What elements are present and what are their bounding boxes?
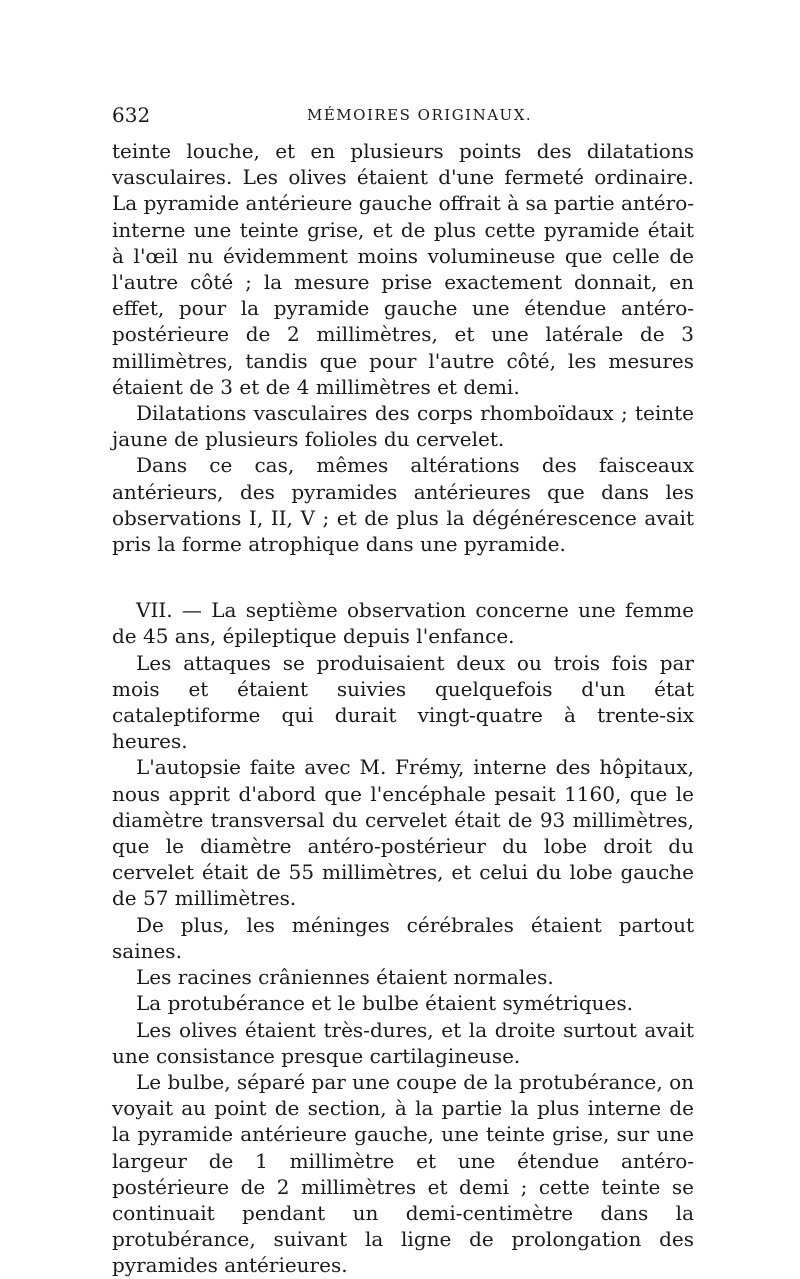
paragraph-attacks: Les attaques se produisaient deux ou trois fois par mois et étaient suivies quelquefois d'un état cataleptiforme qui durait vingt-quatre à trente-six heures.: [112, 650, 694, 754]
paragraph-cranial-roots: Les racines crâniennes étaient normales.: [136, 965, 554, 990]
paragraph-autopsy: L'autopsie faite avec M. Frémy, interne des hôpitaux, nous apprit d'abord que l'encéphale pesait 1160, que le diamètre transversal du cervelet était de 93 millimètres, que le diamètre antéro-postérieur du lobe droit du cervelet était de 55 millimètres, et celui du lobe gauche de 57 millimètres.: [112, 755, 694, 911]
body-text: [112, 138, 694, 1279]
paragraph-bulb-section: Le bulbe, séparé par une coupe de la protubérance, on voyait au point de section, à la partie la plus interne de la pyramide antérieure gauche, une teinte grise, sur une largeur de 1 millimètre et une étendue antéro-postérieure de 2 millimètres et demi ; cette teinte se continuait pendant un demi-centimètre dans la protubérance, suivant la ligne de prolongation des pyramides antérieures.: [112, 1069, 694, 1278]
paragraph-protuberance: La protubérance et le bulbe étaient symétriques.: [136, 991, 633, 1016]
paragraph-continuation: teinte louche, et en plusieurs points des dilatations vasculaires. Les olives étaient d'une fermeté ordinaire. La pyramide antérieure gauche offrait à sa partie antéro-interne une teinte grise, et de plus cette pyramide était à l'œil nu évidemment moins volumineuse que celle de l'autre côté ; la mesure prise exactement donnait, en effet, pour la pyramide gauche une étendue antéro-postérieure de 2 millimètres, et une latérale de 3 millimètres, tandis que pour l'autre côté, les mesures étaient de 3 et de 4 millimètres et demi.: [112, 139, 694, 399]
paragraph-observation-vii: VII. — La septième observation concerne une femme de 45 ans, épileptique depuis l'enfance.: [112, 598, 694, 649]
paragraph-olives: Les olives étaient très-dures, et la droite surtout avait une consistance presque cartilagineuse.: [112, 1017, 694, 1068]
section-gap: [112, 557, 694, 597]
paragraph-case-summary: Dans ce cas, mêmes altérations des faisceaux antérieurs, des pyramides antérieures que dans les observations I, II, V ; et de plus la dégénérescence avait pris la forme atrophique dans une pyramide.: [112, 453, 694, 557]
running-title: MÉMOIRES ORIGINAUX.: [307, 106, 533, 124]
paragraph-vascular-dilatations: Dilatations vasculaires des corps rhomboïdaux ; teinte jaune de plusieurs folioles du cervelet.: [112, 401, 694, 452]
running-head: [112, 100, 692, 130]
paragraph-meninges: De plus, les méninges cérébrales étaient partout saines.: [112, 912, 694, 963]
page-number: 632: [112, 103, 151, 127]
